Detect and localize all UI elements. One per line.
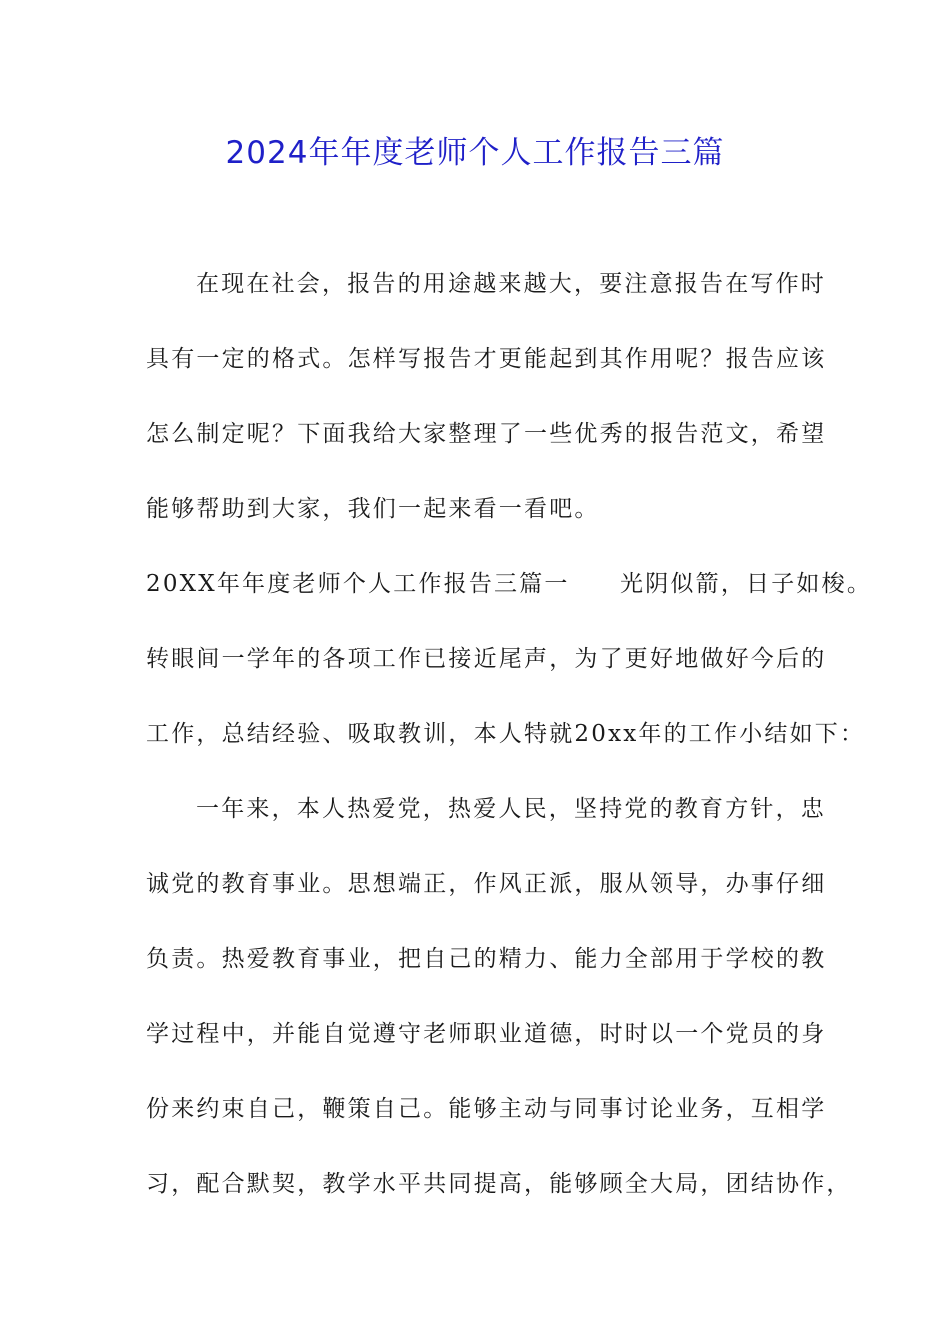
document-title: 2024年年度老师个人工作报告三篇 — [225, 135, 725, 171]
paragraph-line: 诚党的教育事业。思想端正，作风正派，服从领导，办事仔细 — [146, 871, 827, 897]
paragraph-line: 转眼间一学年的各项工作已接近尾声，为了更好地做好今后的 — [146, 646, 827, 672]
paragraph-line: 工作，总结经验、吸取教训，本人特就20xx年的工作小结如下： — [146, 721, 866, 747]
paragraph-line: 一年来，本人热爱党，热爱人民，坚持党的教育方针，忠 — [196, 796, 826, 822]
paragraph-line: 习，配合默契，教学水平共同提高，能够顾全大局，团结协作， — [146, 1171, 852, 1197]
paragraph-line: 能够帮助到大家，我们一起来看一看吧。 — [146, 496, 600, 522]
paragraph-line: 怎么制定呢？下面我给大家整理了一些优秀的报告范文，希望 — [146, 421, 827, 447]
section-heading-line: 20XX年年度老师个人工作报告三篇一 光阴似箭，日子如梭。 — [146, 571, 873, 597]
paragraph-line: 在现在社会，报告的用途越来越大，要注意报告在写作时 — [196, 271, 826, 297]
paragraph-line: 具有一定的格式。怎样写报告才更能起到其作用呢？报告应该 — [146, 346, 827, 372]
paragraph-line: 学过程中，并能自觉遵守老师职业道德，时时以一个党员的身 — [146, 1021, 827, 1047]
paragraph-line: 份来约束自己，鞭策自己。能够主动与同事讨论业务，互相学 — [146, 1096, 827, 1122]
paragraph-line: 负责。热爱教育事业，把自己的精力、能力全部用于学校的教 — [146, 946, 827, 972]
